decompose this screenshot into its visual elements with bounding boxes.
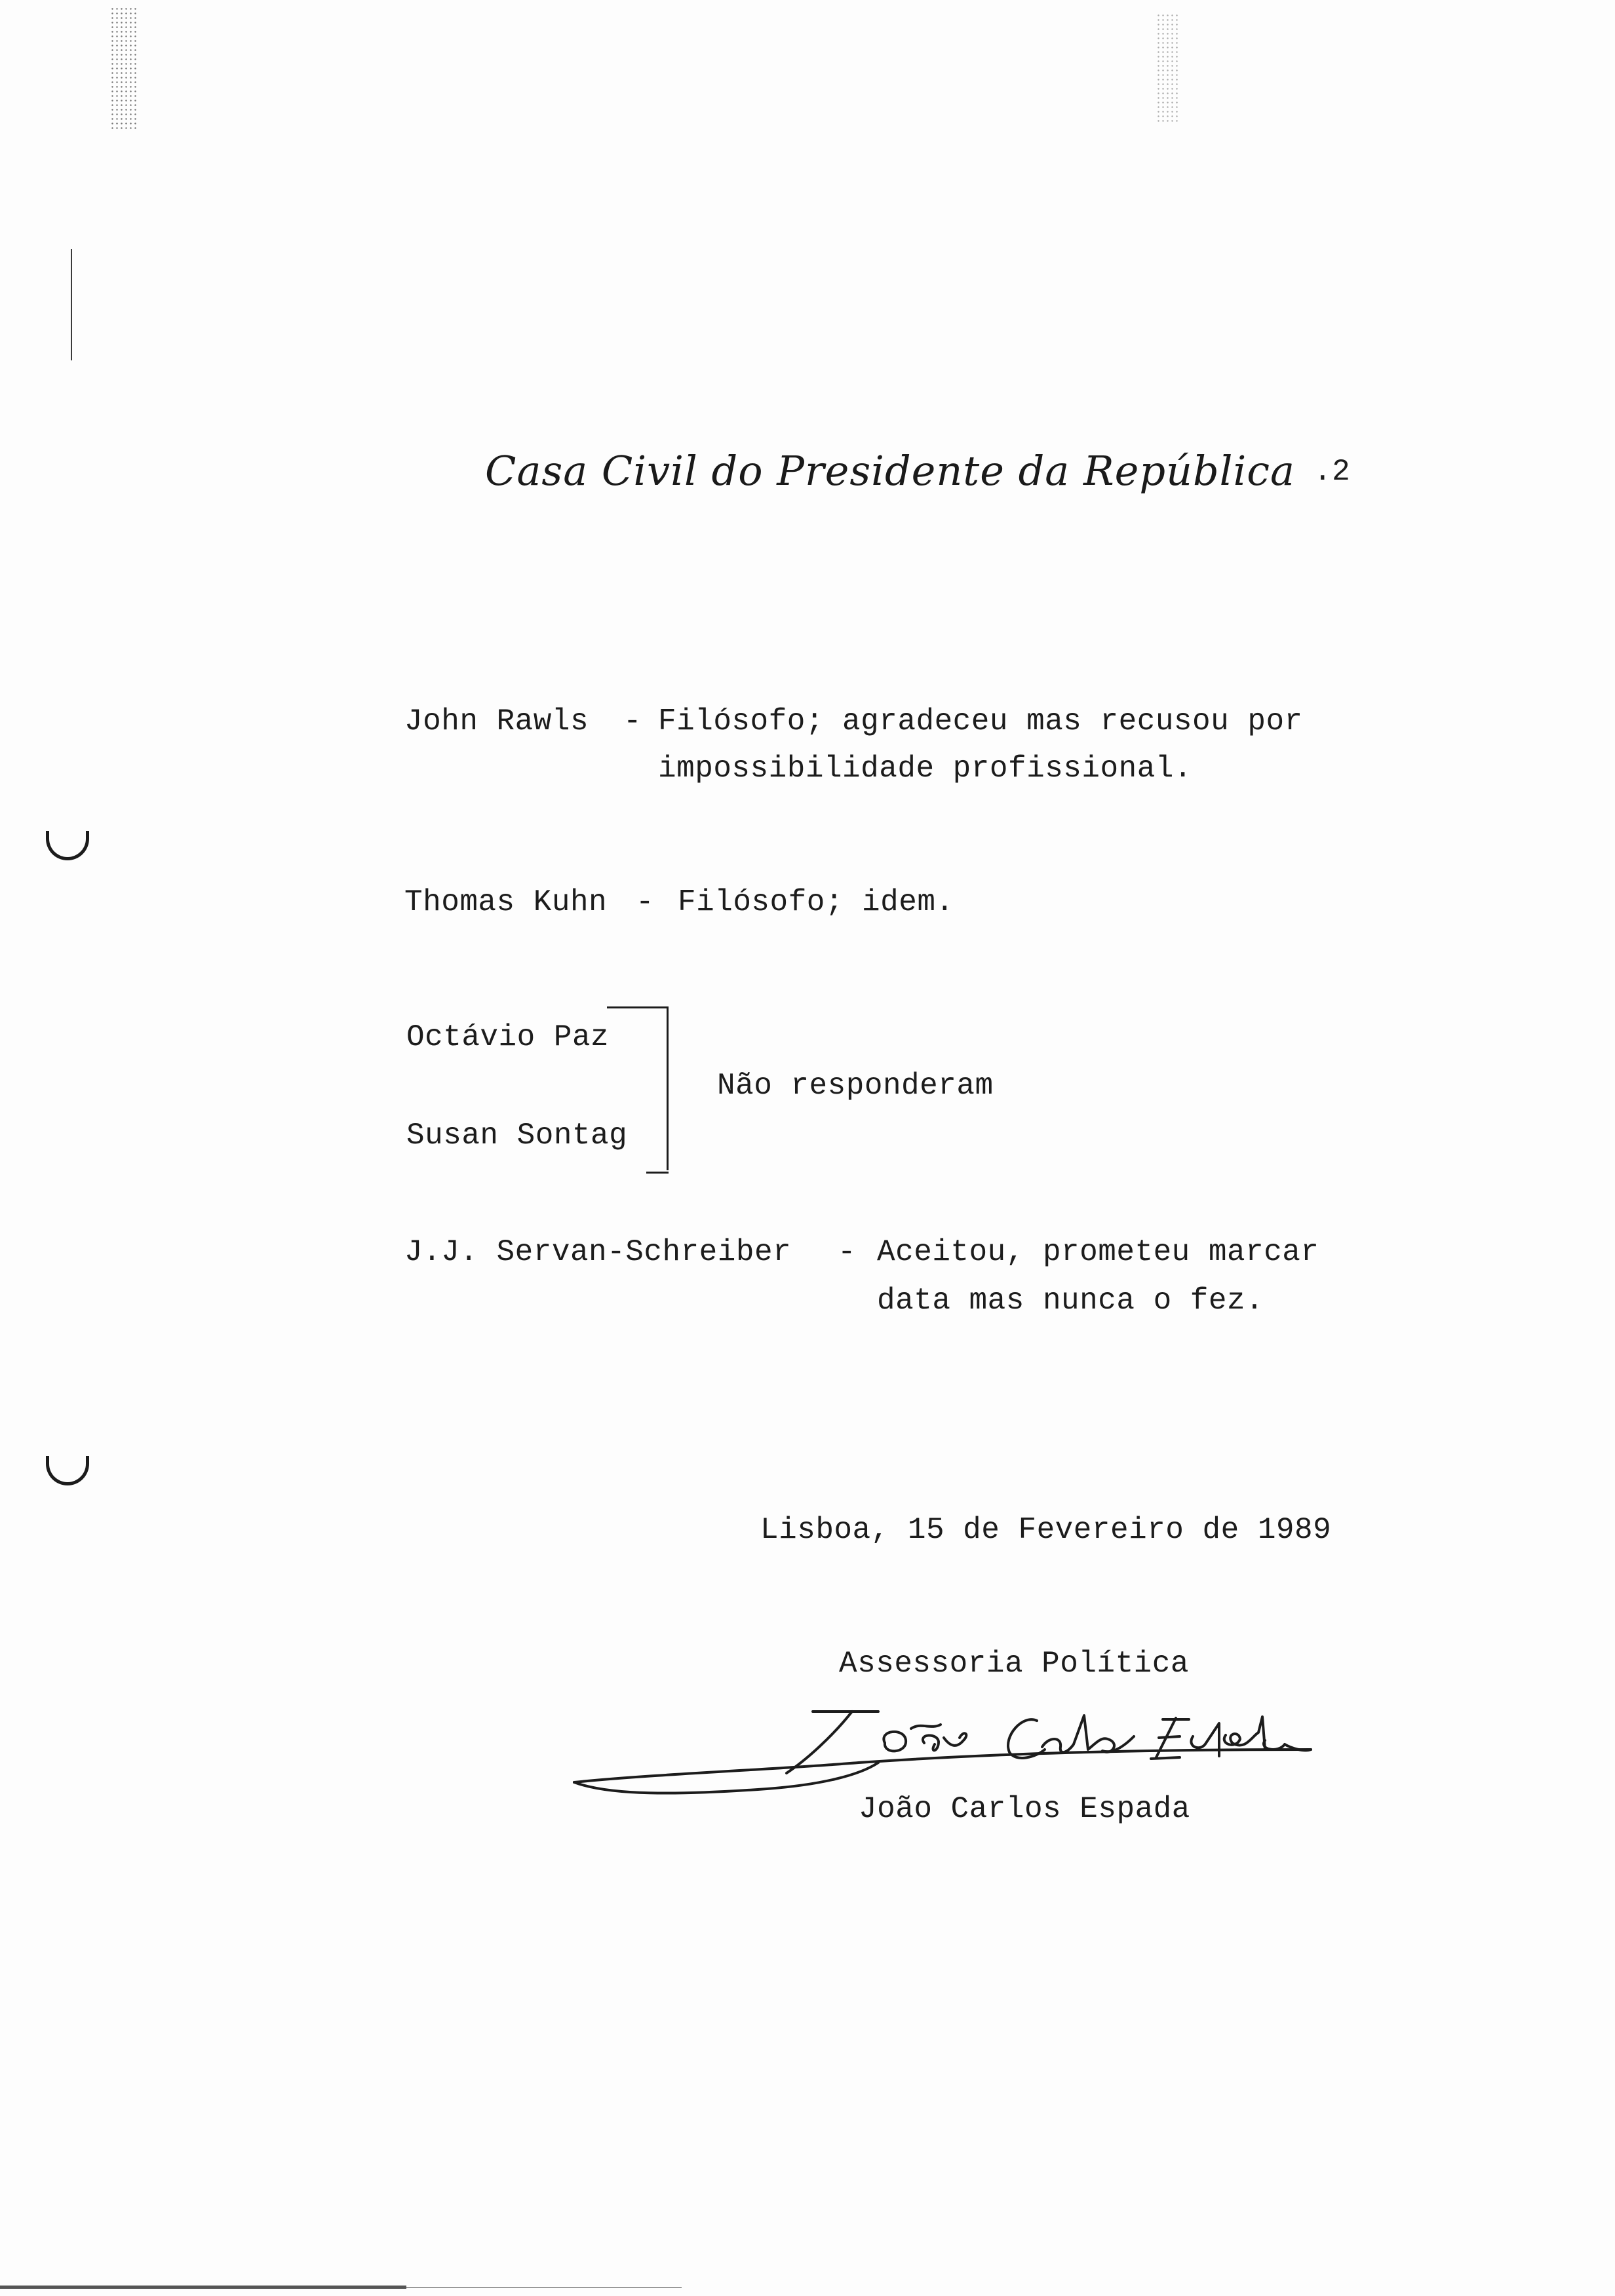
entry-note: Filósofo; idem.	[678, 885, 954, 919]
bracket-top	[607, 1006, 669, 1008]
entry-note-continued: data mas nunca o fez.	[877, 1284, 1264, 1318]
bracket-vertical	[667, 1006, 669, 1170]
grouped-note: Não responderam	[717, 1069, 994, 1103]
entry-name: John Rawls	[404, 704, 589, 738]
binder-hole-mark	[46, 831, 89, 860]
department: Assessoria Política	[839, 1647, 1189, 1681]
entry-note: Aceitou, prometeu marcar	[877, 1235, 1319, 1269]
grouped-name: Octávio Paz	[406, 1020, 610, 1054]
letterhead-title: Casa Civil do Presidente da República	[485, 447, 1295, 495]
grouped-name: Susan Sontag	[406, 1119, 628, 1153]
entry-note: Filósofo; agradeceu mas recusou por	[658, 704, 1303, 738]
entry-separator: -	[623, 704, 642, 738]
scan-edge-line-bottom-faint	[406, 2287, 682, 2288]
entry-name: Thomas Kuhn	[404, 885, 608, 919]
place-date: Lisboa, 15 de Fevereiro de 1989	[760, 1513, 1332, 1547]
entry-separator: -	[636, 885, 655, 919]
entry-name: J.J. Servan-Schreiber	[404, 1235, 792, 1269]
entry-note-continued: impossibilidade profissional.	[658, 752, 1193, 786]
binder-hole-mark	[46, 1456, 89, 1485]
scan-edge-line-bottom	[0, 2286, 406, 2289]
scan-speckle-top-left	[110, 7, 139, 131]
scan-speckle-top-right	[1156, 13, 1180, 124]
bracket-bottom	[646, 1172, 669, 1174]
signatory-name: João Carlos Espada	[859, 1792, 1190, 1826]
page-number: .2	[1313, 455, 1351, 489]
scan-edge-line-top	[71, 249, 72, 360]
entry-separator: -	[838, 1235, 857, 1269]
